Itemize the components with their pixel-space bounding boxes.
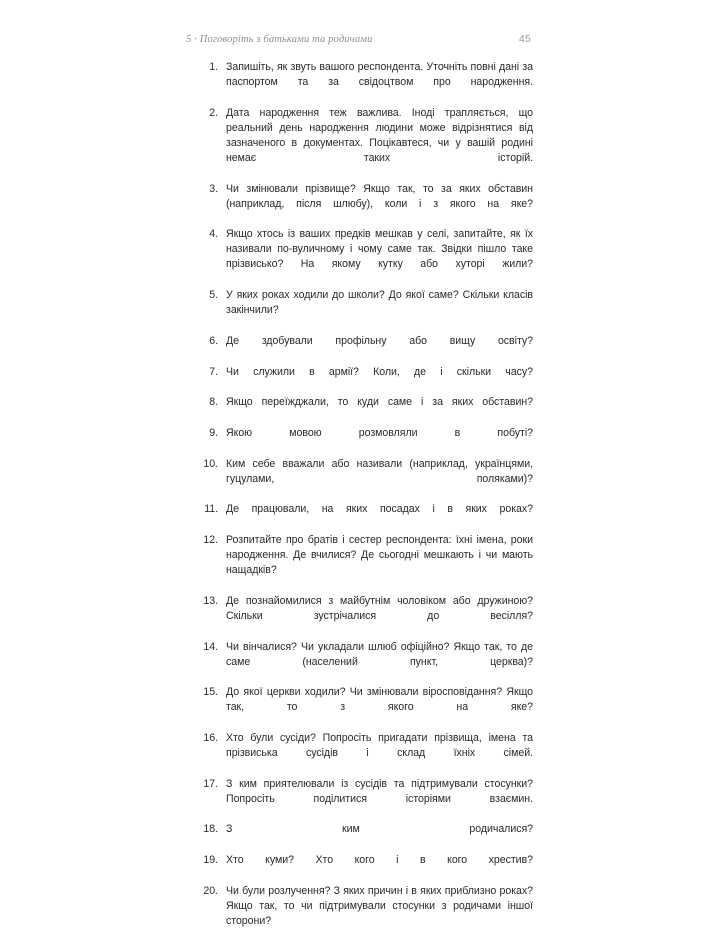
list-item (196, 60, 533, 105)
list-item (196, 365, 533, 395)
list-item-text: Хто куми? Хто кого і в кого хрестив? (226, 854, 533, 867)
list-item-number: 10. (203, 457, 218, 470)
list-item-text: Розпитайте про братів і сестер респондента: їхні імена, роки народження. Де вчилися? Де сьогодні мешкають і чи мають нащадків? (226, 533, 533, 577)
list-item-text: У яких роках ходили до школи? До якої саме? Скільки класів закінчили? (226, 289, 533, 317)
list-item-number: 4. (209, 228, 218, 241)
page-number: 45 (518, 33, 531, 45)
list-item-text: Дата народження теж важлива. Іноді трапляється, що реальний день народження людини може відрізнятися від зазначеного в документах. Поцікавтеся, чи у вашій родині немає таких історій. (226, 106, 533, 164)
list-item (196, 502, 533, 532)
list-item-number: 9. (209, 426, 218, 439)
list-item (196, 685, 533, 730)
list-item-number: 8. (209, 396, 218, 409)
list-item-text: До якої церкви ходили? Чи змінювали віросповідання? Якщо так, то з якого на яке? (226, 686, 533, 714)
list-item-text: Чи вінчалися? Чи укладали шлюб офіційно? Якщо так, то де саме (населений пункт, церква)? (226, 640, 533, 668)
list-item (196, 106, 533, 181)
list-item-number: 18. (203, 823, 218, 836)
question-list (196, 60, 533, 945)
list-item-number: 1. (209, 61, 218, 73)
list-item-text: Якою мовою розмовляли в побуті? (226, 426, 533, 439)
list-item-number: 3. (209, 182, 218, 195)
list-item (196, 640, 533, 685)
list-item-text: Запишіть, як звуть вашого респондента. Уточніть повні дані за паспортом та за свідоцтвом про народження. (226, 61, 533, 89)
list-item-text: З ким родичалися? (226, 823, 533, 836)
list-item-text: Чи були розлучення? З яких причин і в яких приблизно роках? Якщо так, то чи підтримували стосунки з родичами іншої сторони? (226, 884, 533, 927)
chapter-title: 5 · Поговоріть з батьками та родичами (186, 34, 373, 45)
list-item-number: 6. (209, 334, 218, 347)
list-item-number: 5. (209, 289, 218, 302)
list-item-text: Якщо хтось із ваших предків мешкав у селі, запитайте, як їх називали по-вуличному і чому саме так. Звідки пішло таке прізвисько? На якому кутку або хуторі жили? (226, 228, 533, 271)
list-item (196, 334, 533, 364)
list-item (196, 288, 533, 333)
list-item-text: Якщо переїжджали, то куди саме і за яких обставин? (226, 396, 533, 409)
list-item-text: Де працювали, на яких посадах і в яких роках? (226, 503, 533, 516)
list-item-number: 2. (209, 106, 218, 119)
list-item-number: 14. (203, 640, 218, 653)
list-item (196, 227, 533, 287)
list-item-text: Чи змінювали прізвище? Якщо так, то за яких обставин (наприклад, після шлюбу), коли і з якого на яке? (226, 182, 533, 210)
list-item-number: 7. (209, 365, 218, 378)
list-item-text: Хто були сусіди? Попросіть пригадати прізвища, імена та прізвиська сусідів і склад їхніх сімей. (226, 731, 533, 760)
list-item (196, 395, 533, 425)
list-item-text: Ким себе вважали або називали (наприклад, українцями, гуцулами, поляками)? (226, 457, 533, 485)
list-item-number: 12. (203, 533, 218, 546)
list-item (196, 426, 533, 456)
list-item (196, 457, 533, 502)
list-item-text: Чи служили в армії? Коли, де і скільки часу? (226, 365, 533, 378)
list-item-number: 13. (203, 594, 218, 607)
list-item (196, 822, 533, 852)
list-item (196, 777, 533, 822)
list-item (196, 731, 533, 776)
list-item (196, 594, 533, 639)
list-item-number: 19. (203, 854, 218, 867)
list-item (196, 182, 533, 227)
running-head (186, 33, 531, 51)
list-item-number: 17. (203, 777, 218, 790)
list-item-number: 15. (203, 686, 218, 699)
list-item-number: 20. (203, 884, 218, 897)
list-item-text: Де познайомилися з майбутнім чоловіком або дружиною? Скільки зустрічалися до весілля? (226, 594, 533, 622)
list-item (196, 884, 533, 944)
list-item-text: Де здобували профільну або вищу освіту? (226, 334, 533, 347)
list-item-text: З ким приятелювали із сусідів та підтримували стосунки? Попросіть поділитися історіями взаємин. (226, 777, 533, 805)
list-item-number: 11. (204, 503, 218, 516)
list-item (196, 533, 533, 593)
list-item-number: 16. (203, 731, 218, 744)
list-item (196, 853, 533, 883)
